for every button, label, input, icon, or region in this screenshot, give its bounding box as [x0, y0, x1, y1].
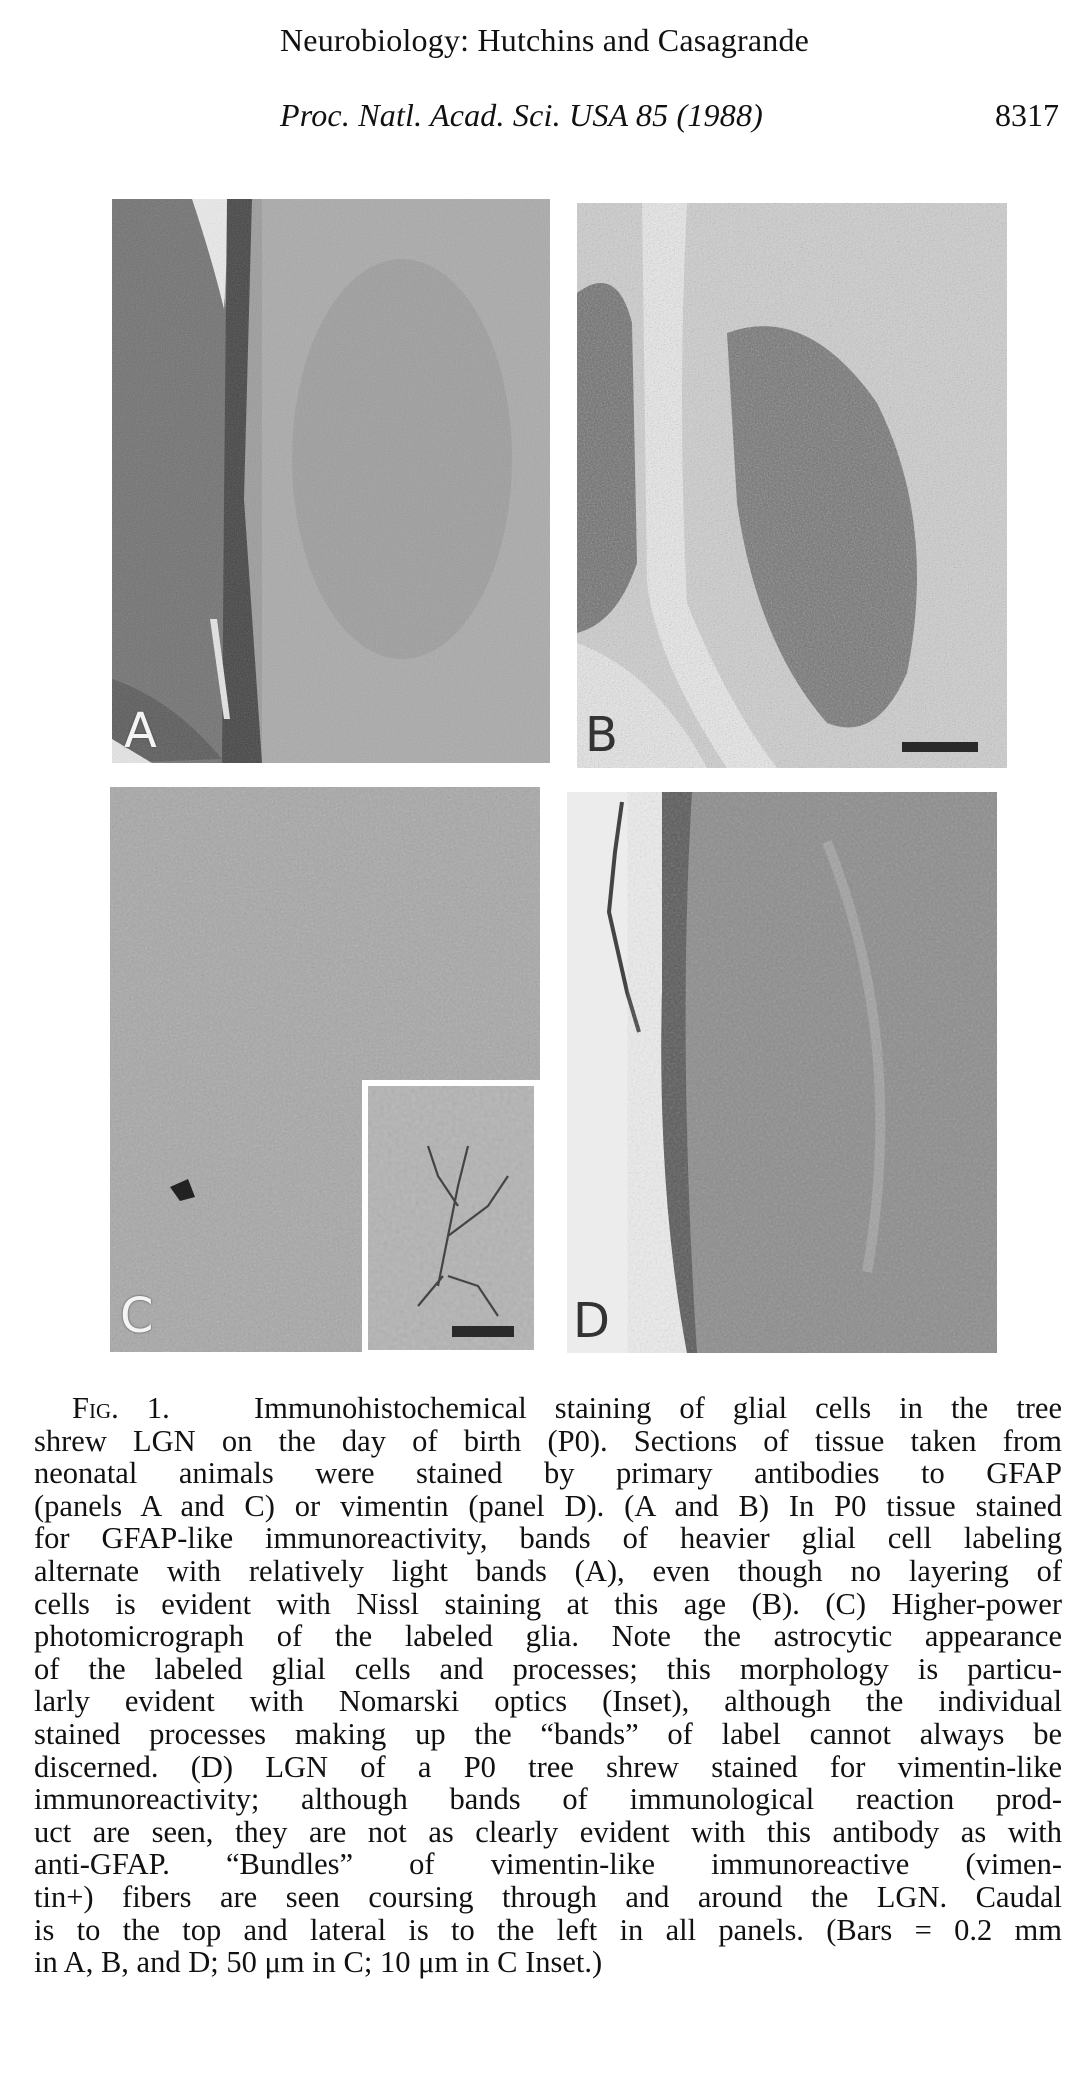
figure-panel-d	[567, 792, 997, 1353]
caption-line: alternate with relatively light bands (A), even though no layering of	[34, 1553, 1062, 1588]
micrograph-d-image	[567, 792, 997, 1353]
caption-line: uct are seen, they are not as clearly evident with this antibody as with	[34, 1814, 1062, 1849]
caption-line: cells is evident with Nissl staining at this age (B). (C) Higher-power	[34, 1586, 1062, 1621]
figure-panel-a	[112, 199, 550, 763]
caption-line: stained processes making up the “bands” of label cannot always be	[34, 1716, 1062, 1751]
caption-text: Immunohistochemical staining of glial cells in the tree	[253, 1391, 1062, 1425]
caption-line: is to the top and lateral is to the left in all panels. (Bars = 0.2 mm	[34, 1912, 1062, 1947]
caption-line: tin+) fibers are seen coursing through and around the LGN. Caudal	[34, 1879, 1062, 1914]
caption-line: larly evident with Nomarski optics (Inset), although the individual	[34, 1684, 1062, 1719]
figure-panel-b	[577, 203, 1007, 768]
caption-line: for GFAP-like immunoreactivity, bands of heavier glial cell labeling	[34, 1521, 1062, 1556]
panel-label-c: C	[120, 1288, 154, 1344]
journal-citation: Proc. Natl. Acad. Sci. USA 85 (1988)	[280, 97, 763, 133]
page-number: 8317	[995, 97, 1059, 133]
running-header-title: Neurobiology: Hutchins and Casagrande	[280, 22, 810, 58]
panel-label-a: A	[124, 703, 157, 759]
caption-line: anti-GFAP. “Bundles” of vimentin-like immunoreactive (vimen-	[34, 1847, 1062, 1882]
micrograph-a-image	[112, 199, 550, 763]
caption-line: (panels A and C) or vimentin (panel D). (A and B) In P0 tissue stained	[34, 1488, 1062, 1523]
caption-line	[34, 1392, 1062, 1425]
panel-label-b: B	[585, 707, 618, 763]
caption-line: photomicrograph of the labeled glia. Note the astrocytic appearance	[34, 1619, 1062, 1654]
figure-label: Fig. 1.	[72, 1391, 170, 1425]
panel-c-inset	[362, 1080, 540, 1352]
inset-nomarski-image	[368, 1086, 534, 1350]
scale-bar-b	[902, 742, 978, 752]
figure-caption	[34, 1392, 1062, 1979]
caption-line: discerned. (D) LGN of a P0 tree shrew stained for vimentin-like	[34, 1749, 1062, 1784]
scale-bar-c-inset	[452, 1326, 514, 1337]
caption-line: neonatal animals were stained by primary antibodies to GFAP	[34, 1456, 1062, 1491]
caption-line: immunoreactivity; although bands of immunological reaction prod-	[34, 1782, 1062, 1817]
caption-line: in A, B, and D; 50 μm in C; 10 μm in C Inset.)	[34, 1945, 603, 1980]
panel-label-d: D	[573, 1293, 610, 1349]
caption-line: of the labeled glial cells and processes; this morphology is particu-	[34, 1651, 1062, 1686]
caption-line: shrew LGN on the day of birth (P0). Sections of tissue taken from	[34, 1423, 1062, 1458]
micrograph-b-image	[577, 203, 1007, 768]
figure-panel-c	[110, 787, 540, 1352]
